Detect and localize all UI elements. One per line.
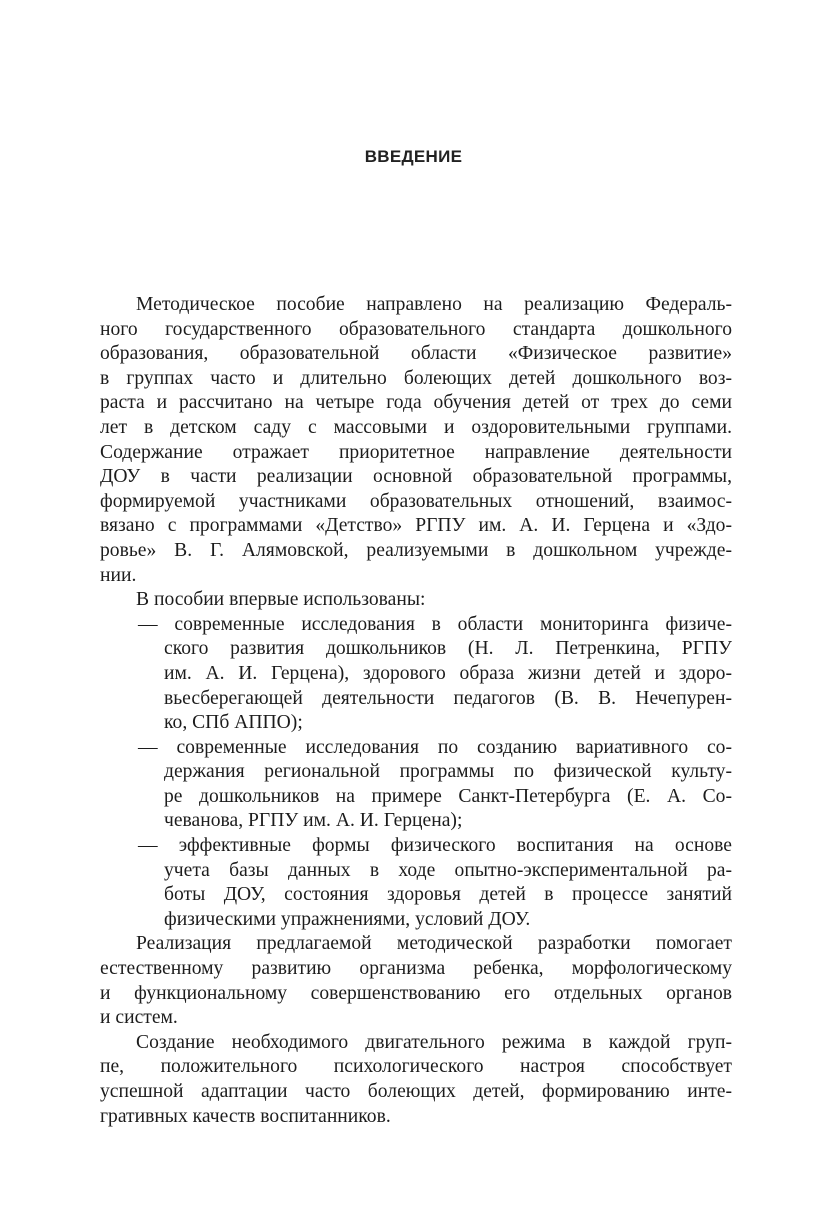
text-line: и функциональному совершенствованию его отдельных органов [100,982,732,1004]
text-line: ровье» В. Г. Алямовской, реализуемыми в дошкольном учрежде- [100,539,732,561]
text-line: — современные исследования по созданию вариативного со- [138,736,732,758]
text-line: ко, СПб АППО); [164,712,303,734]
text-line: Реализация предлагаемой методической разработки помогает [136,933,732,955]
text-line: учета базы данных в ходе опытно-экспериментальной ра- [164,859,732,881]
text-line: держания региональной программы по физической культу- [164,761,732,783]
text-line: чеванова, РГПУ им. А. И. Герцена); [164,810,463,832]
text-line: нии. [100,564,137,586]
text-line: ре дошкольников на примере Санкт-Петербурга (Е. А. Со- [164,785,732,807]
text-line: пе, положительного психологического настроя способствует [100,1056,732,1078]
text-line: им. А. И. Герцена), здорового образа жизни детей и здоро- [164,662,732,684]
page-title: ВВЕДЕНИЕ [364,147,463,166]
body-text [100,293,732,1129]
text-line: Методическое пособие направлено на реализацию Федераль- [136,294,732,315]
text-line: лет в детском саду с массовыми и оздоровительными группами. [100,416,732,438]
text-line: раста и рассчитано на четыре года обучения детей от трех до семи [100,392,732,414]
text-line: образования, образовательной области «Физическое развитие» [100,343,732,365]
text-line: — современные исследования в области мониторинга физиче- [138,613,732,635]
text-line: — эффективные формы физического воспитания на основе [138,835,732,857]
text-line: вязано с программами «Детство» РГПУ им. А. И. Герцена и «Здо- [100,515,732,537]
text-line: формируемой участниками образовательных отношений, взаимос- [100,490,732,512]
text-line: гративных качеств воспитанников. [100,1105,391,1127]
text-line: вьесберегающей деятельности педагогов (В. В. Нечепурен- [164,687,732,709]
text-line: В пособии впервые использованы: [136,589,426,611]
text-line: боты ДОУ, состояния здоровья детей в процессе занятий [164,884,732,906]
text-line: Содержание отражает приоритетное направление деятельности [100,441,732,463]
text-line: физическими упражнениями, условий ДОУ. [164,908,531,930]
text-line: в группах часто и длительно болеющих детей дошкольного воз- [100,367,732,389]
text-line: ДОУ в части реализации основной образовательной программы, [100,466,732,488]
text-line: ного государственного образовательного стандарта дошкольного [100,318,732,340]
text-line: успешной адаптации часто болеющих детей, формированию инте- [100,1081,732,1102]
text-line: ского развития дошкольников (Н. Л. Петренкина, РГПУ [164,638,732,660]
text-line: естественному развитию организма ребенка, морфологическому [100,958,732,980]
text-line: и систем. [100,1007,178,1029]
text-line: Создание необходимого двигательного режима в каждой груп- [136,1031,732,1053]
